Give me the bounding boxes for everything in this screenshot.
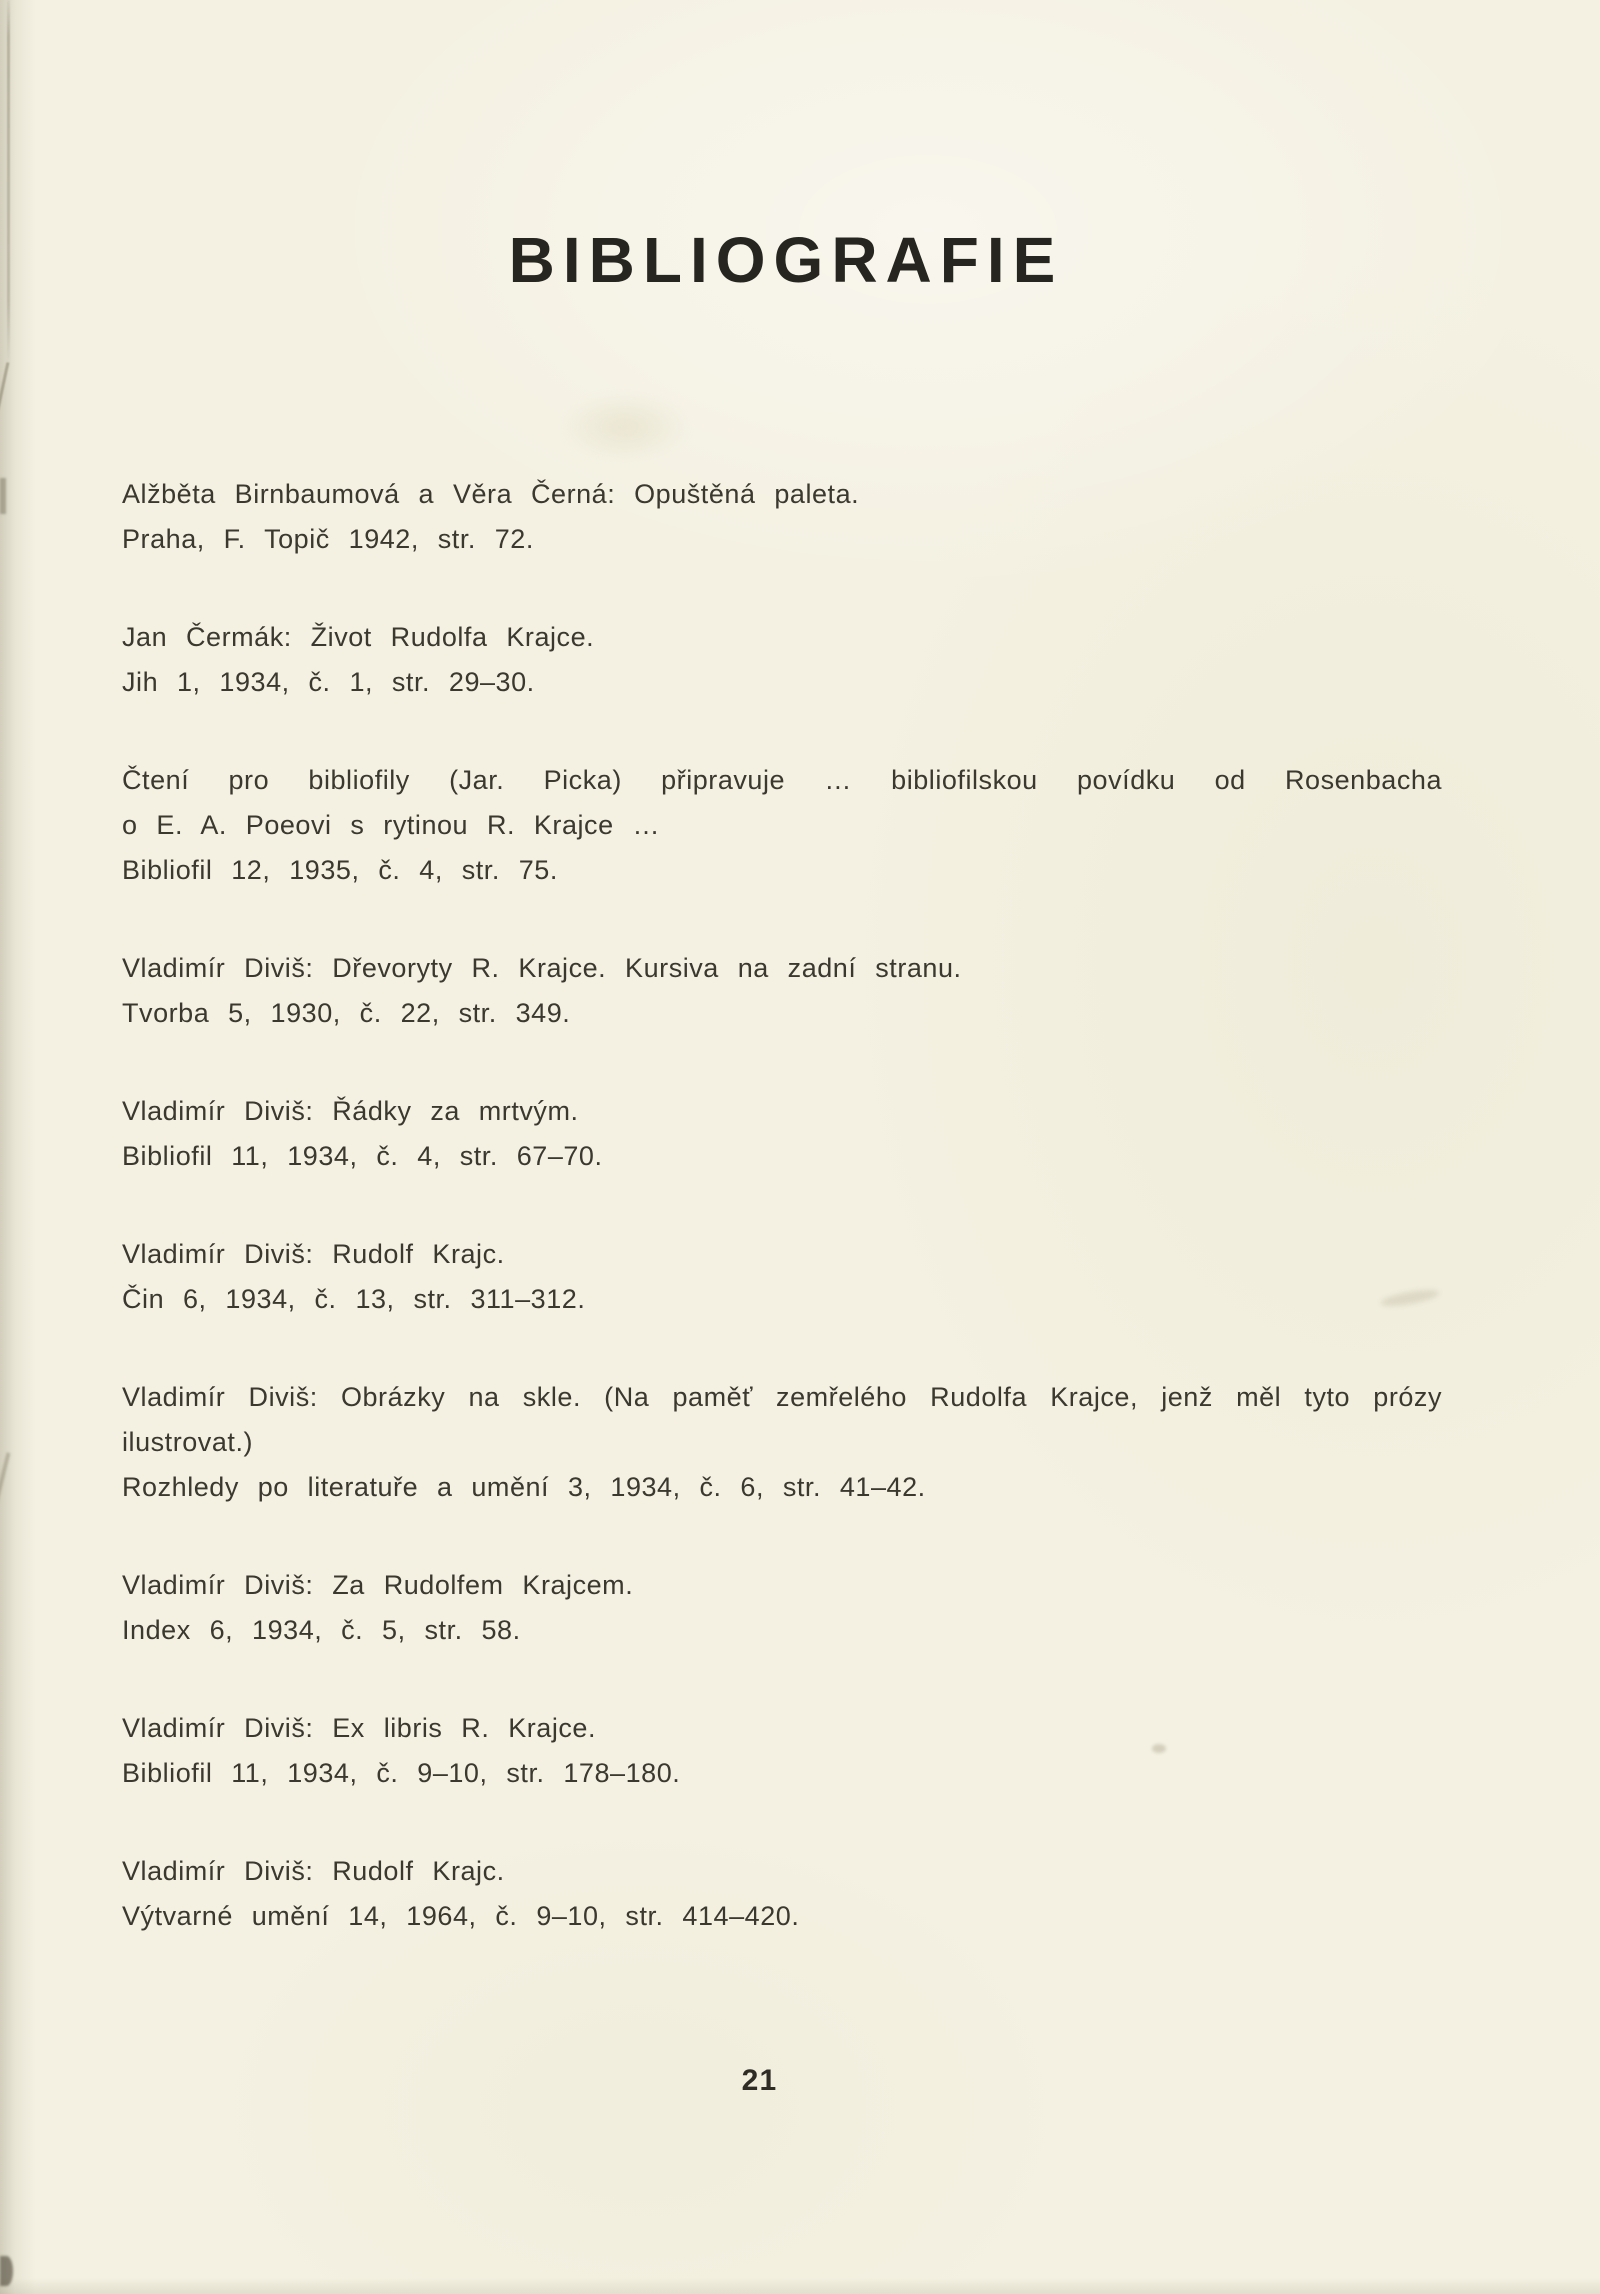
bibliography-entry <box>122 1849 1442 1939</box>
bibliography-entry <box>122 946 1442 1036</box>
bibliography-entry <box>122 615 1442 705</box>
entry-line: Čtení pro bibliofily (Jar. Picka) připravuje … bibliofilskou povídku od Rosenbacha <box>122 765 1442 795</box>
scan-corner-spot <box>0 2256 13 2286</box>
page-title: BIBLIOGRAFIE <box>508 223 1064 296</box>
page-number: 21 <box>741 2064 778 2097</box>
scan-crease-mark <box>0 362 9 413</box>
entry-line: Vladimír Diviš: Řádky za mrtvým. <box>122 1096 579 1126</box>
bibliography-entry <box>122 1089 1442 1179</box>
bibliography-entry <box>122 758 1442 893</box>
entry-line: Praha, F. Topič 1942, str. 72. <box>122 524 534 554</box>
entry-line: o E. A. Poeovi s rytinou R. Krajce … <box>122 810 661 840</box>
scan-crease-line <box>7 0 10 368</box>
entry-line: ilustrovat.) <box>122 1427 254 1457</box>
entry-line: Čin 6, 1934, č. 13, str. 311–312. <box>122 1284 586 1314</box>
entry-line: Rozhledy po literatuře a umění 3, 1934, č. 6, str. 41–42. <box>122 1472 926 1502</box>
entry-line: Bibliofil 11, 1934, č. 9–10, str. 178–180. <box>122 1758 681 1788</box>
entry-line: Vladimír Diviš: Rudolf Krajc. <box>122 1239 505 1269</box>
entry-line: Vladimír Diviš: Dřevoryty R. Krajce. Kursiva na zadní stranu. <box>122 953 962 983</box>
bibliography-entry <box>122 1232 1442 1322</box>
bibliography-entries <box>122 472 1442 1939</box>
bibliography-entry <box>122 1706 1442 1796</box>
entry-line: Alžběta Birnbaumová a Věra Černá: Opuštěná paleta. <box>122 479 860 509</box>
entry-line: Index 6, 1934, č. 5, str. 58. <box>122 1615 521 1645</box>
entry-line: Vladimír Diviš: Obrázky na skle. (Na paměť zemřelého Rudolfa Krajce, jenž měl tyto prózy <box>122 1382 1442 1412</box>
entry-line: Jan Čermák: Život Rudolfa Krajce. <box>122 622 595 652</box>
scan-edge-mark <box>0 478 6 514</box>
entry-line: Jih 1, 1934, č. 1, str. 29–30. <box>122 667 535 697</box>
bibliography-entry <box>122 1375 1442 1510</box>
entry-line: Tvorba 5, 1930, č. 22, str. 349. <box>122 998 571 1028</box>
entry-line: Výtvarné umění 14, 1964, č. 9–10, str. 414–420. <box>122 1901 800 1931</box>
entry-line: Bibliofil 11, 1934, č. 4, str. 67–70. <box>122 1141 603 1171</box>
bibliography-entry <box>122 1563 1442 1653</box>
scan-edge-mark <box>0 1452 10 1505</box>
bibliography-entry <box>122 472 1442 562</box>
entry-line: Bibliofil 12, 1935, č. 4, str. 75. <box>122 855 558 885</box>
entry-line: Vladimír Diviš: Za Rudolfem Krajcem. <box>122 1570 634 1600</box>
entry-line: Vladimír Diviš: Rudolf Krajc. <box>122 1856 505 1886</box>
entry-line: Vladimír Diviš: Ex libris R. Krajce. <box>122 1713 597 1743</box>
scan-paper-sheen <box>560 392 690 462</box>
